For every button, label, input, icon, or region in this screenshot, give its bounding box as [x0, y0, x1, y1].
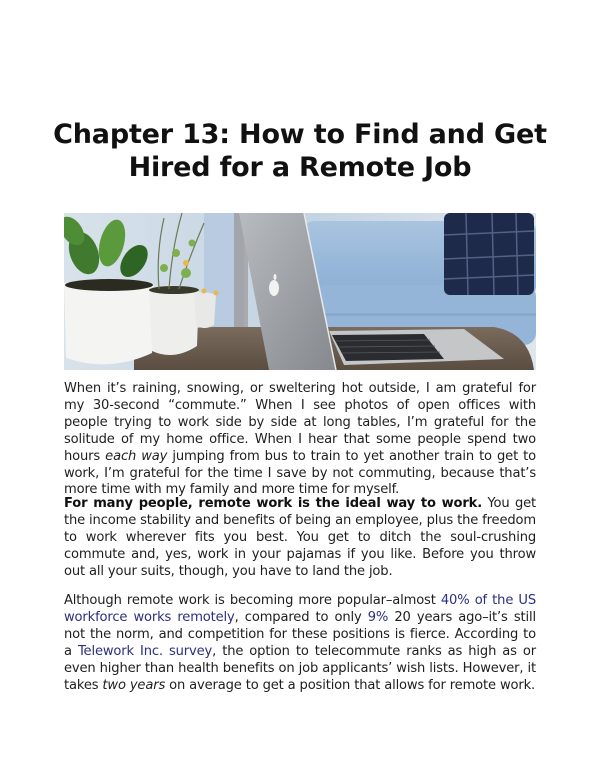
- laptop-desk-photo: [64, 213, 536, 370]
- link-telework-survey[interactable]: Telework Inc. survey: [77, 643, 213, 659]
- chapter-title-line-2: Hired for a Remote Job: [128, 152, 472, 183]
- paragraph-2: [64, 496, 536, 581]
- paragraph-2-text: You get the income stability and benefits of being an employee, plus the freedom to work wherever fits you best. You get to ditch the soul-crushing commute and, yes, work in your pajamas if you like. Before you throw out all your suits, though, you have to land the job.: [64, 496, 536, 579]
- paragraph-3-text-d: , the option to telecommute ranks as high as or even higher than health benefits on job applicants’ wish lists. However, it takes: [64, 643, 536, 693]
- chapter-title: [40, 118, 560, 184]
- emphasis-each-way: each way: [105, 448, 168, 464]
- paragraph-3-text-a: Although remote work is becoming more popular–almost: [64, 593, 441, 608]
- link-9-percent[interactable]: 9%: [367, 609, 389, 625]
- link-40-percent-workforce[interactable]: 40% of the US workforce works remotely: [64, 593, 536, 625]
- paragraph-1: [64, 381, 536, 499]
- paragraph-3-text-e: on average to get a position that allows for remote work.: [165, 677, 536, 693]
- paragraph-1-text-b: jumping from bus to train to yet another train to get to work, I’m grateful for the time I save by not commuting, because that’s more time with my family and more time for myself.: [64, 448, 537, 498]
- paragraph-1-text-a: When it’s raining, snowing, or sweltering hot outside, I am grateful for my 30-second “commute.” When I see photos of open offices with people trying to work side by side at long tables, I’m grateful for the solitude of my home office. When I hear that some people spend two hours: [64, 381, 536, 464]
- paragraph-3-text-c: 20 years ago–it’s still not the norm, and competition for these positions is fierce. According to a: [64, 609, 536, 659]
- chapter-title-line-1: Chapter 13: How to Find and Get: [53, 119, 547, 150]
- paragraph-2-lead-bold: For many people, remote work is the ideal way to work.: [64, 496, 483, 511]
- hero-image: [64, 213, 536, 370]
- paragraph-3-text-b: , compared to only: [234, 609, 368, 625]
- emphasis-two-years: two years: [102, 677, 166, 693]
- paragraph-3: [64, 593, 536, 694]
